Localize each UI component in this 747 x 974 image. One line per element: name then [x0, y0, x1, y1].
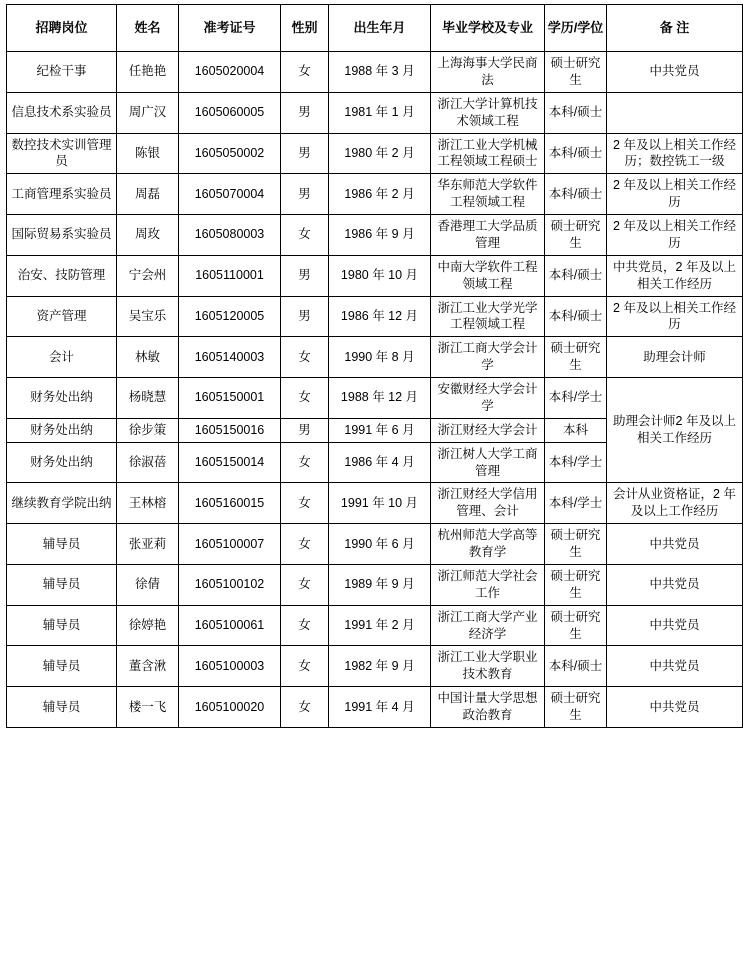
remark-cell: 2 年及以上相关工作经历	[607, 174, 743, 215]
name-cell: 张亚莉	[117, 524, 179, 565]
school-major-cell: 浙江工商大学会计学	[431, 337, 545, 378]
degree-cell: 本科/硕士	[545, 646, 607, 687]
degree-cell: 本科/学士	[545, 378, 607, 419]
exam-id-cell: 1605080003	[179, 215, 281, 256]
exam-id-cell: 1605050002	[179, 133, 281, 174]
exam-id-cell: 1605020004	[179, 52, 281, 93]
exam-id-cell: 1605100061	[179, 605, 281, 646]
school-major-cell: 浙江工业大学机械工程领域工程硕士	[431, 133, 545, 174]
school-major-cell: 中南大学软件工程领域工程	[431, 255, 545, 296]
school-major-cell: 浙江工业大学职业技术教育	[431, 646, 545, 687]
position-cell: 财务处出纳	[7, 442, 117, 483]
table-row	[7, 92, 743, 133]
gender-cell: 女	[281, 646, 329, 687]
degree-cell: 本科/学士	[545, 442, 607, 483]
remark-cell: 2 年及以上相关工作经历；数控铣工一级	[607, 133, 743, 174]
position-cell: 辅导员	[7, 524, 117, 565]
gender-cell: 男	[281, 418, 329, 442]
position-cell: 继续教育学院出纳	[7, 483, 117, 524]
position-cell: 资产管理	[7, 296, 117, 337]
birth-cell: 1991 年 6 月	[329, 418, 431, 442]
school-major-cell: 浙江师范大学社会工作	[431, 564, 545, 605]
remark-cell	[607, 92, 743, 133]
position-cell: 治安、技防管理	[7, 255, 117, 296]
remark-cell: 2 年及以上相关工作经历	[607, 215, 743, 256]
exam-id-cell: 1605120005	[179, 296, 281, 337]
gender-cell: 男	[281, 92, 329, 133]
name-cell: 楼一飞	[117, 687, 179, 728]
birth-cell: 1986 年 4 月	[329, 442, 431, 483]
remark-cell: 中共党员	[607, 687, 743, 728]
degree-cell: 本科/学士	[545, 483, 607, 524]
name-cell: 林敏	[117, 337, 179, 378]
school-major-cell: 安徽财经大学会计学	[431, 378, 545, 419]
recruitment-table	[6, 4, 743, 728]
position-cell: 辅导员	[7, 646, 117, 687]
school-major-cell: 浙江财经大学信用管理、会计	[431, 483, 545, 524]
remark-cell: 助理会计师2 年及以上相关工作经历	[607, 378, 743, 483]
table-row	[7, 605, 743, 646]
school-major-cell: 香港理工大学品质管理	[431, 215, 545, 256]
gender-cell: 女	[281, 564, 329, 605]
exam-id-cell: 1605060005	[179, 92, 281, 133]
gender-cell: 女	[281, 378, 329, 419]
birth-cell: 1981 年 1 月	[329, 92, 431, 133]
gender-cell: 女	[281, 483, 329, 524]
gender-cell: 女	[281, 687, 329, 728]
degree-cell: 本科/硕士	[545, 92, 607, 133]
table-row	[7, 174, 743, 215]
remark-cell: 中共党员	[607, 646, 743, 687]
position-cell: 信息技术系实验员	[7, 92, 117, 133]
table-row	[7, 337, 743, 378]
column-header-name: 姓名	[117, 5, 179, 52]
remark-cell: 中共党员，2 年及以上相关工作经历	[607, 255, 743, 296]
exam-id-cell: 1605160015	[179, 483, 281, 524]
degree-cell: 硕士研究生	[545, 337, 607, 378]
name-cell: 吴宝乐	[117, 296, 179, 337]
school-major-cell: 杭州师范大学高等教育学	[431, 524, 545, 565]
birth-cell: 1990 年 6 月	[329, 524, 431, 565]
name-cell: 陈银	[117, 133, 179, 174]
exam-id-cell: 1605100007	[179, 524, 281, 565]
exam-id-cell: 1605070004	[179, 174, 281, 215]
table-row	[7, 524, 743, 565]
remark-cell: 中共党员	[607, 605, 743, 646]
table-row	[7, 687, 743, 728]
gender-cell: 男	[281, 255, 329, 296]
name-cell: 徐步策	[117, 418, 179, 442]
birth-cell: 1991 年 10 月	[329, 483, 431, 524]
name-cell: 任艳艳	[117, 52, 179, 93]
school-major-cell: 浙江工商大学产业经济学	[431, 605, 545, 646]
degree-cell: 硕士研究生	[545, 215, 607, 256]
position-cell: 会计	[7, 337, 117, 378]
table-row	[7, 133, 743, 174]
school-major-cell: 华东师范大学软件工程领域工程	[431, 174, 545, 215]
degree-cell: 硕士研究生	[545, 52, 607, 93]
table-row	[7, 296, 743, 337]
name-cell: 徐淑蓓	[117, 442, 179, 483]
remark-cell: 会计从业资格证，2 年及以上工作经历	[607, 483, 743, 524]
degree-cell: 本科	[545, 418, 607, 442]
name-cell: 王林榕	[117, 483, 179, 524]
column-header-school-major: 毕业学校及专业	[431, 5, 545, 52]
degree-cell: 硕士研究生	[545, 605, 607, 646]
position-cell: 国际贸易系实验员	[7, 215, 117, 256]
gender-cell: 男	[281, 174, 329, 215]
exam-id-cell: 1605110001	[179, 255, 281, 296]
birth-cell: 1988 年 3 月	[329, 52, 431, 93]
school-major-cell: 浙江树人大学工商管理	[431, 442, 545, 483]
table-row	[7, 255, 743, 296]
position-cell: 财务处出纳	[7, 418, 117, 442]
position-cell: 数控技术实训管理员	[7, 133, 117, 174]
position-cell: 辅导员	[7, 564, 117, 605]
table-header-row	[7, 5, 743, 52]
exam-id-cell: 1605150016	[179, 418, 281, 442]
column-header-exam-id: 准考证号	[179, 5, 281, 52]
birth-cell: 1982 年 9 月	[329, 646, 431, 687]
gender-cell: 女	[281, 52, 329, 93]
column-header-degree: 学历/学位	[545, 5, 607, 52]
position-cell: 辅导员	[7, 605, 117, 646]
column-header-remark: 备 注	[607, 5, 743, 52]
remark-cell: 中共党员	[607, 564, 743, 605]
exam-id-cell: 1605100102	[179, 564, 281, 605]
gender-cell: 女	[281, 442, 329, 483]
exam-id-cell: 1605150001	[179, 378, 281, 419]
position-cell: 财务处出纳	[7, 378, 117, 419]
remark-cell: 中共党员	[607, 524, 743, 565]
name-cell: 周广汉	[117, 92, 179, 133]
name-cell: 徐倩	[117, 564, 179, 605]
remark-cell: 2 年及以上相关工作经历	[607, 296, 743, 337]
gender-cell: 女	[281, 337, 329, 378]
remark-cell: 助理会计师	[607, 337, 743, 378]
table-row	[7, 215, 743, 256]
name-cell: 周磊	[117, 174, 179, 215]
table-body	[7, 52, 743, 728]
name-cell: 宁会州	[117, 255, 179, 296]
birth-cell: 1980 年 10 月	[329, 255, 431, 296]
exam-id-cell: 1605100020	[179, 687, 281, 728]
column-header-birth: 出生年月	[329, 5, 431, 52]
column-header-gender: 性别	[281, 5, 329, 52]
degree-cell: 硕士研究生	[545, 564, 607, 605]
exam-id-cell: 1605150014	[179, 442, 281, 483]
position-cell: 工商管理系实验员	[7, 174, 117, 215]
name-cell: 董含湫	[117, 646, 179, 687]
position-cell: 辅导员	[7, 687, 117, 728]
table-header	[7, 5, 743, 52]
school-major-cell: 中国计量大学思想政治教育	[431, 687, 545, 728]
degree-cell: 硕士研究生	[545, 524, 607, 565]
gender-cell: 男	[281, 296, 329, 337]
position-cell: 纪检干事	[7, 52, 117, 93]
exam-id-cell: 1605100003	[179, 646, 281, 687]
school-major-cell: 上海海事大学民商法	[431, 52, 545, 93]
exam-id-cell: 1605140003	[179, 337, 281, 378]
name-cell: 徐婷艳	[117, 605, 179, 646]
school-major-cell: 浙江财经大学会计	[431, 418, 545, 442]
birth-cell: 1990 年 8 月	[329, 337, 431, 378]
table-row	[7, 378, 743, 419]
table-row	[7, 52, 743, 93]
gender-cell: 女	[281, 605, 329, 646]
table-row	[7, 564, 743, 605]
degree-cell: 本科/硕士	[545, 174, 607, 215]
degree-cell: 本科/硕士	[545, 255, 607, 296]
name-cell: 杨晓慧	[117, 378, 179, 419]
gender-cell: 男	[281, 133, 329, 174]
name-cell: 周玫	[117, 215, 179, 256]
degree-cell: 硕士研究生	[545, 687, 607, 728]
column-header-position: 招聘岗位	[7, 5, 117, 52]
birth-cell: 1989 年 9 月	[329, 564, 431, 605]
degree-cell: 本科/硕士	[545, 296, 607, 337]
degree-cell: 本科/硕士	[545, 133, 607, 174]
birth-cell: 1986 年 2 月	[329, 174, 431, 215]
remark-cell: 中共党员	[607, 52, 743, 93]
birth-cell: 1986 年 12 月	[329, 296, 431, 337]
school-major-cell: 浙江工业大学光学工程领域工程	[431, 296, 545, 337]
birth-cell: 1991 年 2 月	[329, 605, 431, 646]
table-row	[7, 646, 743, 687]
table-row	[7, 483, 743, 524]
gender-cell: 女	[281, 215, 329, 256]
birth-cell: 1986 年 9 月	[329, 215, 431, 256]
birth-cell: 1991 年 4 月	[329, 687, 431, 728]
school-major-cell: 浙江大学计算机技术领域工程	[431, 92, 545, 133]
birth-cell: 1988 年 12 月	[329, 378, 431, 419]
gender-cell: 女	[281, 524, 329, 565]
birth-cell: 1980 年 2 月	[329, 133, 431, 174]
